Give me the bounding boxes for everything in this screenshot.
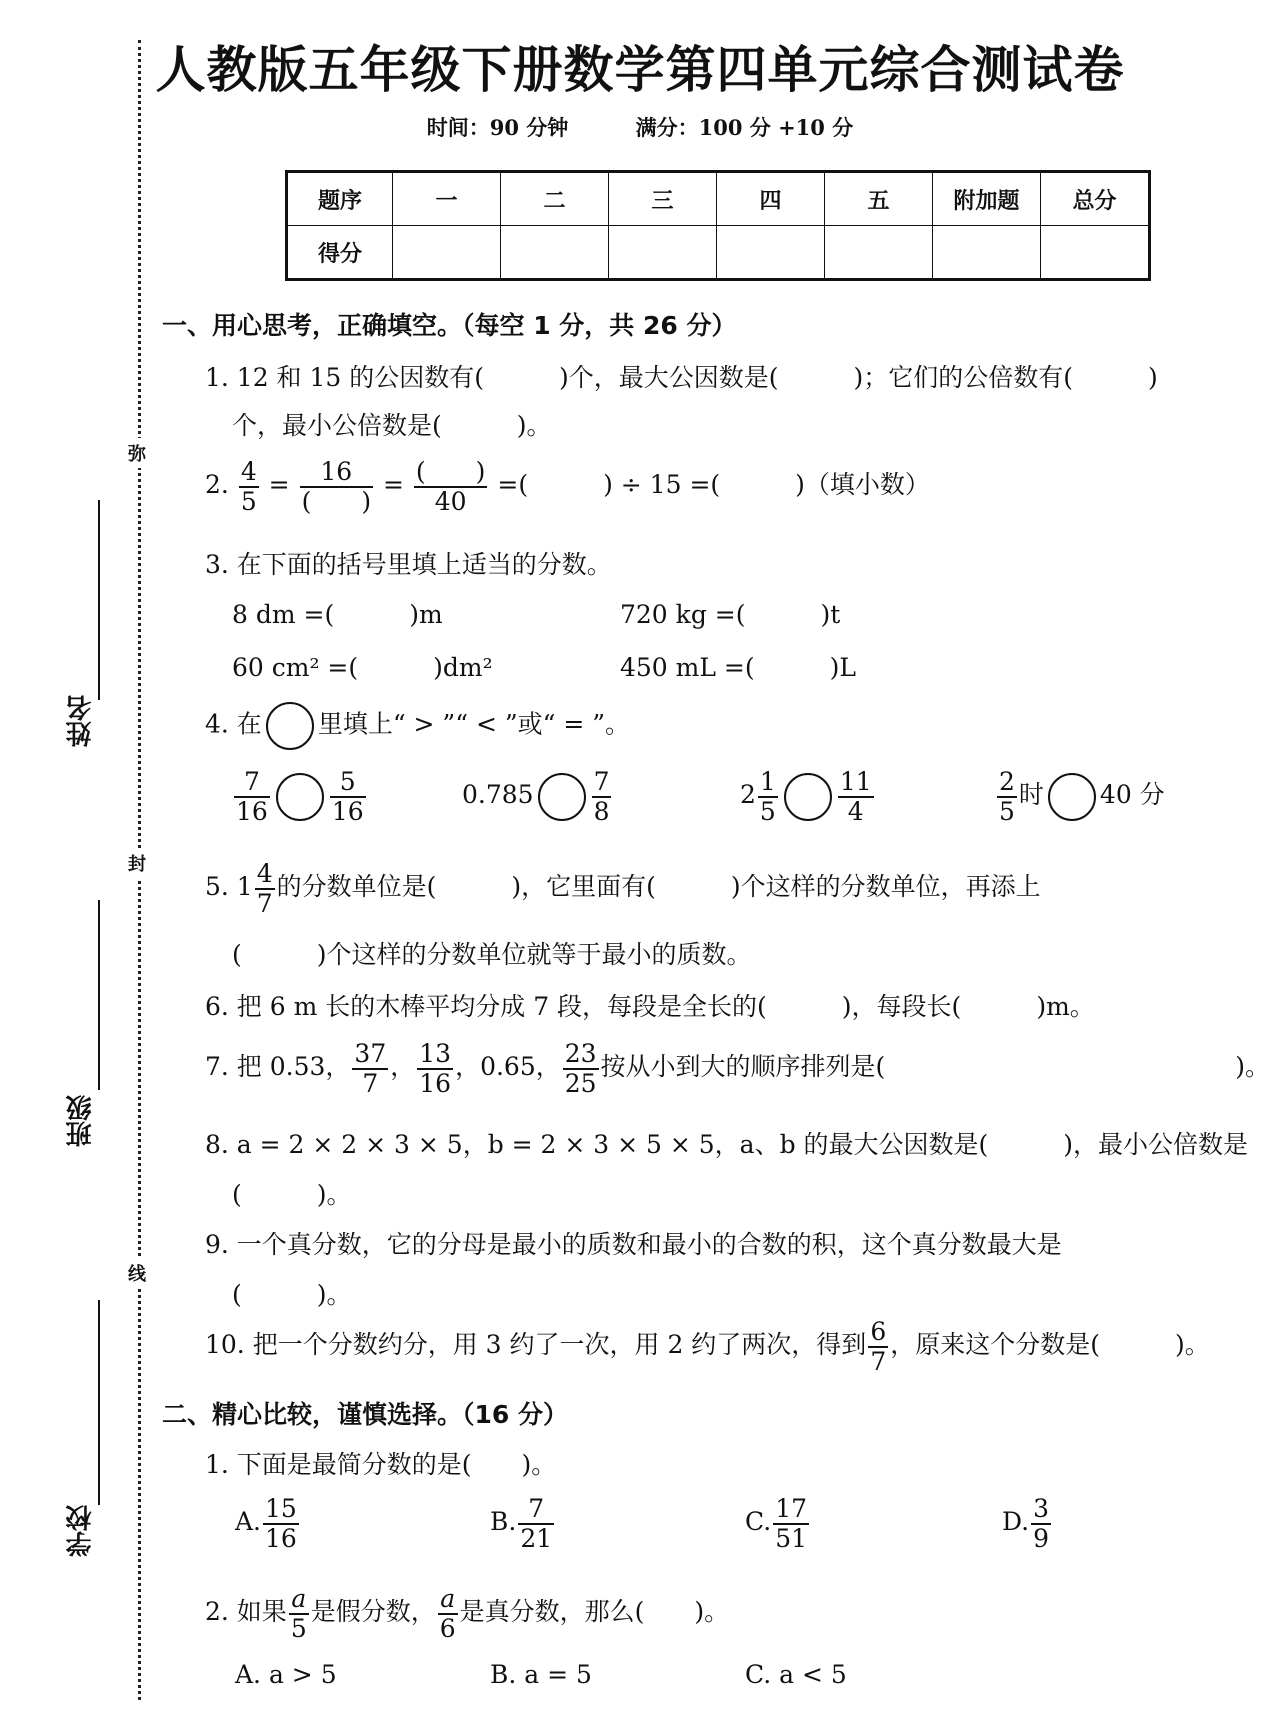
denominator: 51 — [775, 1523, 807, 1553]
numerator: 37 — [354, 1039, 387, 1068]
score-cell: 附加题 — [933, 172, 1041, 226]
unit: 时 — [1018, 780, 1044, 809]
q3-item-a: 8 dm =( )m — [232, 600, 443, 629]
denominator: 16 — [331, 796, 364, 826]
question-4 — [205, 702, 630, 750]
question-10 — [205, 1318, 1210, 1375]
denominator: 5 — [999, 796, 1015, 826]
numerator: 5 — [330, 768, 366, 798]
numerator: a — [438, 1585, 458, 1615]
score-input-cell[interactable] — [1041, 226, 1150, 280]
score-table — [285, 170, 1151, 281]
section2-heading: 二、精心比较，谨慎选择。（16 分） — [162, 1400, 568, 1429]
fraction — [352, 1040, 388, 1097]
question-1-line2: 个，最小公倍数是( )。 — [232, 411, 552, 440]
exam-full-score: 满分：100 分 +10 分 — [635, 115, 854, 140]
seal-word: 封 — [128, 848, 146, 878]
q10-post: ，原来这个分数是( )。 — [890, 1330, 1210, 1359]
fraction — [518, 1495, 554, 1552]
q5-pre: 5. 1 — [205, 872, 253, 901]
compare-circle[interactable] — [538, 773, 586, 821]
fraction — [1031, 1495, 1051, 1552]
score-input-cell[interactable] — [825, 226, 933, 280]
question-8-line2: ( )。 — [232, 1180, 352, 1209]
numerator[interactable]: ( ) — [415, 457, 486, 486]
score-cell: 得分 — [287, 226, 393, 280]
q3-item-b: 720 kg =( )t — [620, 600, 841, 629]
s2-question-2 — [205, 1585, 729, 1642]
q-post: 是真分数，那么( )。 — [459, 1597, 730, 1626]
numerator: 17 — [775, 1494, 807, 1523]
score-input-cell[interactable] — [393, 226, 501, 280]
q5-text: 的分数单位是( )，它里面有( )个这样的分数单位，再添上 — [276, 872, 1041, 901]
class-label: 班级 — [66, 1095, 96, 1147]
numerator: 7 — [518, 1495, 554, 1525]
school-label: 学校 — [66, 1505, 96, 1557]
fraction — [239, 458, 259, 515]
q3-item-c: 60 cm² =( )dm² — [232, 653, 493, 682]
numerator: 15 — [265, 1494, 297, 1523]
denominator: 21 — [520, 1523, 553, 1553]
q4-item-b — [462, 768, 613, 825]
question-2: 2. $\frac{4}{5}$ = $\frac{16}{( )}$ = $\frac{( )}{40}$ =( ) ÷ 15 =( )（填小数） — [205, 457, 930, 516]
numerator: 13 — [419, 1039, 452, 1068]
score-cell: 二 — [501, 172, 609, 226]
option-b[interactable]: B. a = 5 — [490, 1660, 592, 1689]
numerator: 16 — [300, 458, 374, 488]
fraction — [417, 1040, 453, 1097]
exam-info — [0, 112, 1280, 142]
score-input-cell[interactable] — [609, 226, 717, 280]
numerator: 7 — [234, 768, 270, 798]
decimal: 0.785 — [462, 780, 534, 809]
compare-circle[interactable] — [784, 773, 832, 821]
q7-post: 按从小到大的顺序排列是( )。 — [600, 1052, 1271, 1081]
fraction — [289, 1585, 309, 1642]
q4-pre: 4. 在 — [205, 709, 262, 739]
page-title: 人教版五年级下册数学第四单元综合测试卷 — [155, 41, 1125, 99]
question-1-line1: 1. 12 和 15 的公因数有( )个，最大公因数是( )；它们的公倍数有( ) — [205, 363, 1158, 392]
fraction — [773, 1495, 809, 1552]
denominator: 16 — [419, 1068, 452, 1098]
numerator: a — [289, 1585, 309, 1615]
score-cell: 四 — [717, 172, 825, 226]
q2-label: 2. — [205, 470, 229, 499]
denominator: 4 — [847, 796, 864, 826]
fraction — [758, 768, 778, 825]
score-cell: 题序 — [287, 172, 393, 226]
denominator: 25 — [564, 1068, 597, 1098]
option-c[interactable] — [745, 1495, 811, 1552]
seal-word: 弥 — [128, 438, 146, 468]
score-input-cell[interactable] — [501, 226, 609, 280]
whole-part: 2 — [740, 780, 756, 809]
question-6: 6. 把 6 m 长的木棒平均分成 7 段，每段是全长的( )，每段长( )m。 — [205, 992, 1095, 1021]
numerator: 4 — [240, 457, 257, 486]
denominator: 5 — [240, 486, 257, 516]
seal-word: 线 — [128, 1258, 146, 1288]
fraction — [330, 768, 366, 825]
q2-tail: =( ) ÷ 15 =( )（填小数） — [497, 470, 930, 499]
fraction — [438, 1585, 458, 1642]
option-b[interactable] — [490, 1495, 556, 1552]
q-pre: 2. 如果 — [205, 1597, 287, 1626]
q4-post: 里填上“ > ”“ < ”或“ = ”。 — [317, 709, 631, 739]
option-c[interactable]: C. a < 5 — [745, 1660, 847, 1689]
q4-item-d — [995, 768, 1165, 825]
option-a[interactable] — [235, 1495, 301, 1552]
denominator: 16 — [265, 1523, 297, 1553]
question-9-line1: 9. 一个真分数，它的分母是最小的质数和最小的合数的积，这个真分数最大是 — [205, 1230, 1062, 1259]
q3-item-d: 450 mL =( )L — [620, 653, 856, 682]
q4-item-a — [232, 768, 368, 825]
denominator: 16 — [236, 796, 268, 826]
fraction — [234, 768, 270, 825]
question-7: 7. 把 0.53， $\frac{37}{7}$ ， $\frac{13}{16}$ ，0.65， $\frac{23}{25}$ 按从小到大的顺序排列是( )。 — [205, 1039, 1271, 1098]
option-a[interactable]: A. a > 5 — [235, 1660, 337, 1689]
option-d[interactable] — [1002, 1495, 1053, 1552]
q7-mid: ，0.65， — [455, 1052, 561, 1081]
option-label: B. — [490, 1507, 517, 1536]
fraction — [868, 1318, 888, 1375]
compare-circle[interactable] — [276, 773, 324, 821]
denominator: 8 — [593, 796, 610, 826]
fraction — [563, 1040, 599, 1097]
numerator: 3 — [1033, 1494, 1050, 1523]
numerator: 23 — [564, 1039, 597, 1068]
value: 40 分 — [1099, 780, 1165, 809]
score-input-cell[interactable] — [933, 226, 1041, 280]
section1-heading: 一、用心思考，正确填空。（每空 1 分，共 26 分） — [162, 311, 737, 340]
numerator: 4 — [256, 859, 273, 888]
score-table-header-row — [287, 172, 1150, 226]
numerator: 11 — [839, 767, 872, 796]
compare-circle[interactable] — [1048, 773, 1096, 821]
option-label: C. — [745, 1507, 772, 1536]
numerator: 7 — [593, 767, 610, 796]
denominator: 5 — [290, 1613, 307, 1643]
question-5-line1 — [205, 860, 1041, 917]
class-blank-line[interactable] — [98, 900, 100, 1090]
compare-circle[interactable] — [266, 702, 314, 750]
fraction — [592, 768, 612, 825]
q7-pre: 7. 把 0.53， — [205, 1052, 351, 1081]
q-mid: 是假分数， — [310, 1597, 436, 1626]
denominator: 6 — [439, 1613, 456, 1643]
score-input-cell[interactable] — [717, 226, 825, 280]
denominator: 7 — [256, 888, 273, 918]
score-table-score-row — [287, 226, 1150, 280]
fraction — [997, 768, 1017, 825]
fraction — [263, 1495, 299, 1552]
question-5-line2: ( )个这样的分数单位就等于最小的质数。 — [232, 940, 752, 969]
s2-question-1: 1. 下面是最简分数的是( )。 — [205, 1450, 557, 1479]
option-label: A. — [235, 1507, 262, 1536]
name-label: 姓名 — [66, 695, 96, 747]
score-cell: 三 — [609, 172, 717, 226]
question-3: 3. 在下面的括号里填上适当的分数。 — [205, 550, 612, 579]
score-cell: 五 — [825, 172, 933, 226]
score-cell: 总分 — [1041, 172, 1150, 226]
fraction — [300, 458, 374, 515]
denominator[interactable]: ( ) — [301, 486, 372, 516]
denominator: 9 — [1033, 1523, 1050, 1553]
fraction — [838, 768, 874, 825]
question-8-line1: 8. a = 2 × 2 × 3 × 5，b = 2 × 3 × 5 × 5，a、b 的最大公因数是( )，最小公倍数是 — [205, 1130, 1249, 1159]
q10-pre: 10. 把一个分数约分，用 3 约了一次，用 2 约了两次，得到 — [205, 1330, 867, 1359]
numerator: 6 — [870, 1317, 887, 1346]
fraction — [414, 458, 488, 515]
fraction — [255, 860, 275, 917]
name-blank-line[interactable] — [98, 500, 100, 700]
question-9-line2: ( )。 — [232, 1280, 352, 1309]
denominator: 7 — [362, 1068, 379, 1098]
exam-time: 时间：90 分钟 — [426, 115, 569, 140]
denominator: 5 — [759, 796, 776, 826]
score-cell: 一 — [393, 172, 501, 226]
q4-item-c — [740, 768, 876, 825]
option-label: D. — [1002, 1507, 1030, 1536]
school-blank-line[interactable] — [98, 1300, 100, 1505]
numerator: 2 — [999, 767, 1015, 796]
denominator: 40 — [434, 486, 467, 516]
denominator: 7 — [870, 1346, 887, 1376]
numerator: 1 — [759, 767, 776, 796]
